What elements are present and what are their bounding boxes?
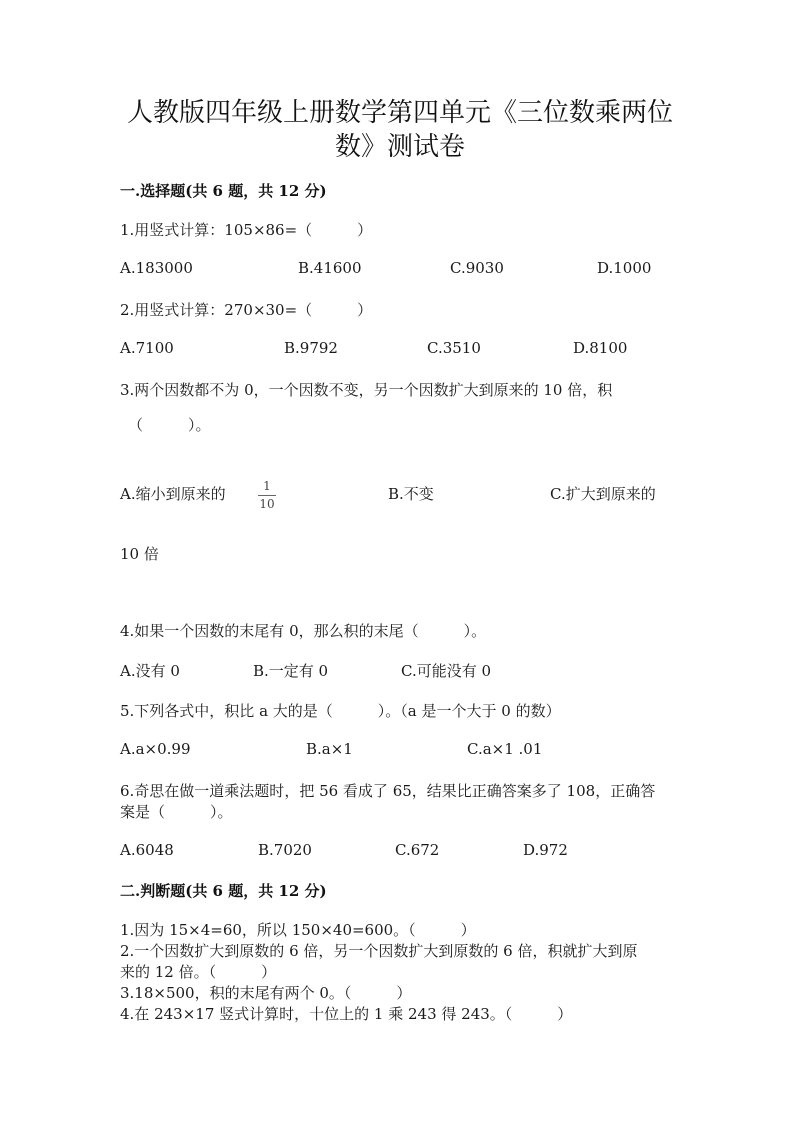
q4-option-a[interactable]: A.没有 0 <box>120 662 180 680</box>
q5-option-a[interactable]: A.a×0.99 <box>120 740 191 758</box>
page-title-line2: 数》测试卷 <box>334 132 465 162</box>
page-title-line1: 人教版四年级上册数学第四单元《三位数乘两位 <box>126 98 673 128</box>
section-heading-multiple-choice: 一.选择题(共 6 题，共 12 分) <box>120 182 327 200</box>
fraction-bar <box>258 495 276 496</box>
q6-option-a[interactable]: A.6048 <box>120 841 174 859</box>
question-3-line2: （ ）。 <box>128 416 211 434</box>
q2-option-d[interactable]: D.8100 <box>573 339 628 357</box>
q5-option-b[interactable]: B.a×1 <box>306 740 353 758</box>
q6-option-d[interactable]: D.972 <box>523 841 568 859</box>
question-5: 5.下列各式中，积比 a 大的是（ ）。（a 是一个大于 0 的数） <box>120 702 561 720</box>
tf-item-1: 1.因为 15×4=60，所以 150×40=600。（ ） <box>120 921 476 939</box>
q5-option-c[interactable]: C.a×1 .01 <box>467 740 543 758</box>
section-heading-true-false: 二.判断题(共 6 题，共 12 分) <box>120 882 327 900</box>
q1-option-b[interactable]: B.41600 <box>298 259 362 277</box>
question-6-line2: 案是（ ）。 <box>120 803 233 821</box>
tf-item-4: 4.在 243×17 竖式计算时，十位上的 1 乘 243 得 243。（ ） <box>120 1005 573 1023</box>
q3-option-b[interactable]: B.不变 <box>388 485 434 503</box>
q3-option-c[interactable]: C.扩大到原来的 <box>550 485 656 503</box>
q1-option-d[interactable]: D.1000 <box>597 259 652 277</box>
fraction-denominator: 10 <box>259 497 275 511</box>
q3-option-a-fraction <box>258 480 276 511</box>
q2-option-b[interactable]: B.9792 <box>284 339 338 357</box>
q2-option-c[interactable]: C.3510 <box>427 339 481 357</box>
q1-option-a[interactable]: A.183000 <box>120 259 193 277</box>
question-3-line1: 3.两个因数都不为 0，一个因数不变，另一个因数扩大到原来的 10 倍，积 <box>120 381 613 399</box>
q1-option-c[interactable]: C.9030 <box>450 259 504 277</box>
question-4: 4.如果一个因数的末尾有 0，那么积的末尾（ ）。 <box>120 622 487 640</box>
tf-item-2-line1: 2.一个因数扩大到原数的 6 倍，另一个因数扩大到原数的 6 倍，积就扩大到原 <box>120 942 638 960</box>
question-6-line1: 6.奇思在做一道乘法题时，把 56 看成了 65，结果比正确答案多了 108，正确答 <box>120 782 656 800</box>
q4-option-b[interactable]: B.一定有 0 <box>253 662 329 680</box>
q4-option-c[interactable]: C.可能没有 0 <box>401 662 492 680</box>
fraction-numerator: 1 <box>263 479 271 493</box>
tf-item-3: 3.18×500，积的末尾有两个 0。（ ） <box>120 984 412 1002</box>
q3-option-c-continuation: 10 倍 <box>120 545 159 563</box>
q6-option-b[interactable]: B.7020 <box>258 841 312 859</box>
q2-option-a[interactable]: A.7100 <box>120 339 174 357</box>
q3-option-a[interactable]: A.缩小到原来的 <box>120 485 226 503</box>
q6-option-c[interactable]: C.672 <box>395 841 440 859</box>
tf-item-2-line2: 来的 12 倍。（ ） <box>120 963 277 981</box>
question-2: 2.用竖式计算：270×30=（ ） <box>120 301 373 319</box>
question-1: 1.用竖式计算：105×86=（ ） <box>120 221 373 239</box>
